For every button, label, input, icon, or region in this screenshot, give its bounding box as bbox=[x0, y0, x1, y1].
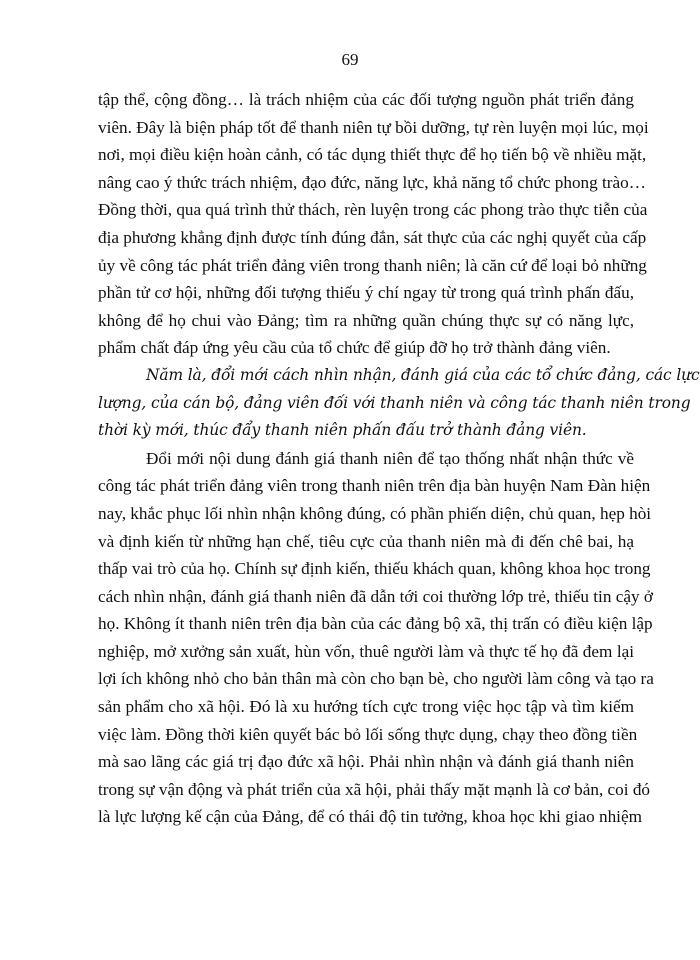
text-line: họ. Không ít thanh niên trên địa bàn của các đảng bộ xã, thị trấn có điều kiện lập bbox=[98, 614, 653, 634]
paragraph-1 bbox=[98, 86, 649, 362]
text-line: Năm là, đổi mới cách nhìn nhận, đánh giá của các tổ chức đảng, các lực bbox=[146, 365, 700, 384]
text-line: Đổi mới nội dung đánh giá thanh niên để tạo thống nhất nhận thức về bbox=[146, 448, 634, 468]
text-line: địa phương khẳng định được tính đúng đắn, sát thực của các nghị quyết của cấp bbox=[98, 227, 647, 247]
text-line: thời kỳ mới, thúc đẩy thanh niên phấn đấu trở thành đảng viên. bbox=[98, 421, 587, 440]
text-line: sản phẩm cho xã hội. Đó là xu hướng tích cực trong việc học tập và tìm kiếm bbox=[98, 697, 634, 717]
text-line: trong sự vận động và phát triển của xã hội, phải thấy mặt mạnh là cơ bản, coi đó bbox=[98, 779, 651, 799]
text-line: việc làm. Đồng thời kiên quyết bác bỏ lối sống thực dụng, chạy theo đồng tiền bbox=[98, 724, 638, 744]
paragraph-3 bbox=[98, 445, 654, 831]
text-line: thấp vai trò của họ. Chính sự định kiến, thiếu khách quan, không khoa học trong bbox=[98, 559, 651, 579]
text-line: nay, khắc phục lối nhìn nhận không đúng, có phần phiến diện, chủ quan, hẹp hòi bbox=[98, 503, 652, 523]
text-line: phẩm chất đáp ứng yêu cầu của tổ chức để giúp đỡ họ trở thành đảng viên. bbox=[98, 338, 611, 358]
text-line: cách nhìn nhận, đánh giá thanh niên đã dẫn tới coi thường lớp trẻ, thiếu tin cậy ở bbox=[98, 586, 653, 606]
paragraph-2-heading bbox=[98, 362, 700, 445]
text-line: nơi, mọi điều kiện hoàn cảnh, có tác dụng thiết thực để họ tiến bộ về nhiều mặt, bbox=[98, 145, 647, 165]
text-line: và định kiến từ những hạn chế, tiêu cực của thanh niên mà đi đến chê bai, hạ bbox=[98, 531, 634, 551]
text-line: phần tử cơ hội, những đối tượng thiếu ý chí ngay từ trong quá trình phấn đấu, bbox=[98, 283, 634, 303]
text-line: không để họ chui vào Đảng; tìm ra những quần chúng thực sự có năng lực, bbox=[98, 310, 634, 330]
text-line: lượng, của cán bộ, đảng viên đối với thanh niên và công tác thanh niên trong bbox=[98, 393, 691, 412]
text-line: ủy về công tác phát triển đảng viên trong thanh niên; là căn cứ để loại bỏ những bbox=[98, 255, 647, 275]
text-line: nâng cao ý thức trách nhiệm, đạo đức, năng lực, khả năng tổ chức phong trào… bbox=[98, 172, 646, 192]
text-line: Đồng thời, qua quá trình thử thách, rèn luyện trong các phong trào thực tiễn của bbox=[98, 200, 648, 220]
page-number: 69 bbox=[341, 50, 359, 69]
text-line: tập thể, cộng đồng… là trách nhiệm của các đối tượng nguồn phát triển đảng bbox=[98, 90, 634, 109]
text-line: mà sao lãng các giá trị đạo đức xã hội. Phải nhìn nhận và đánh giá thanh niên bbox=[98, 752, 634, 772]
text-line: lợi ích không nhỏ cho bản thân mà còn cho bạn bè, cho người làm công và tạo ra bbox=[98, 669, 654, 689]
text-line: viên. Đây là biện pháp tốt để thanh niên tự bồi dưỡng, tự rèn luyện mọi lúc, mọi bbox=[98, 117, 649, 137]
text-line: nghiệp, mở xưởng sản xuất, hùn vốn, thuê người làm và thực tế họ đã đem lại bbox=[98, 641, 634, 661]
text-line: công tác phát triển đảng viên trong thanh niên trên địa bàn huyện Nam Đàn hiện bbox=[98, 476, 651, 496]
body-text bbox=[98, 86, 700, 831]
text-line: là lực lượng kế cận của Đảng, để có thái độ tin tưởng, khoa học khi giao nhiệm bbox=[98, 807, 642, 827]
